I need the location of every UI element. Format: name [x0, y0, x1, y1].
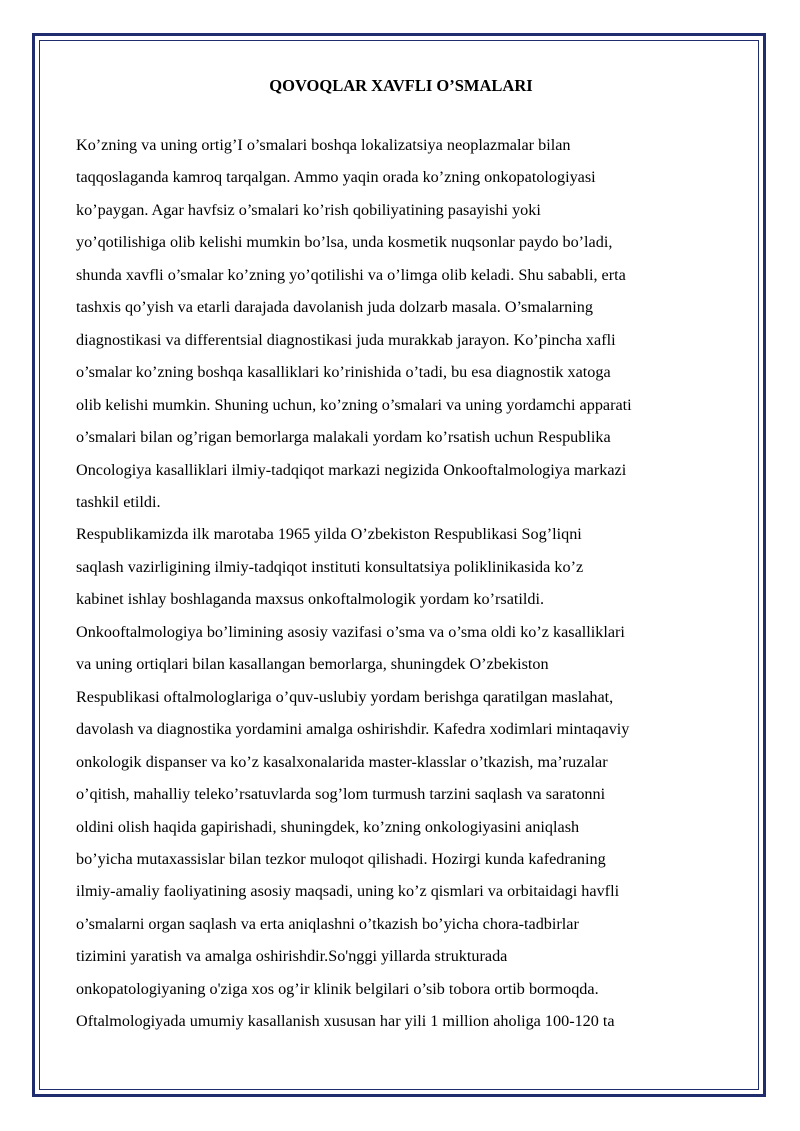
text-line: o’smalarni organ saqlash va erta aniqlashni o’tkazish bo’yicha chora-tadbirlar: [76, 914, 579, 933]
text-line: va uning ortiqlari bilan kasallangan bemorlarga, shuningdek O’zbekiston: [76, 655, 549, 674]
text-line: saqlash vazirligining ilmiy-tadqiqot instituti konsultatsiya poliklinikasida ko’z: [76, 557, 584, 576]
text-line: ilmiy-amaliy faoliyatining asosiy maqsadi, uning ko’z qismlari va orbitaidagi havfli: [76, 882, 620, 901]
text-line: Respublikasi oftalmologlariga o’quv-uslubiy yordam berishga qaratilgan maslahat,: [76, 687, 614, 706]
text-line: kabinet ishlay boshlaganda maxsus onkoftalmologik yordam ko’rsatildi.: [76, 590, 545, 609]
text-line: diagnostikasi va differentsial diagnostikasi juda murakkab jarayon. Ko’pincha xafli: [76, 330, 616, 349]
text-line: o’smalar ko’zning boshqa kasalliklari ko’rinishida o’tadi, bu esa diagnostik xatoga: [76, 363, 611, 382]
text-line: Onkooftalmologiya bo’limining asosiy vazifasi o’sma va o’sma oldi ko’z kasalliklari: [76, 622, 625, 641]
text-line: tizimini yaratish va amalga oshirishdir.So'nggi yillarda strukturada: [76, 947, 508, 966]
text-line: Oftalmologiyada umumiy kasallanish xususan har yili 1 million aholiga 100-120 ta: [76, 1012, 615, 1031]
text-line: onkologik dispanser va ko’z kasalxonalarida master-klasslar o’tkazish, ma’ruzalar: [76, 752, 608, 771]
text-line: taqqoslaganda kamroq tarqalgan. Ammo yaqin orada ko’zning onkopatologiyasi: [76, 168, 596, 187]
text-line: tashkil etildi.: [76, 492, 161, 511]
document-title: QOVOQLAR XAVFLI O’SMALARI: [269, 76, 533, 95]
text-line: davolash va diagnostika yordamini amalga oshirishdir. Kafedra xodimlari mintaqaviy: [76, 720, 630, 739]
text-line: ko’paygan. Agar havfsiz o’smalari ko’rish qobiliyatining pasayishi yoki: [76, 200, 541, 219]
text-line: yo’qotilishiga olib kelishi mumkin bo’lsa, unda kosmetik nuqsonlar paydo bo’ladi,: [76, 233, 613, 252]
text-line: bo’yicha mutaxassislar bilan tezkor muloqot qilishadi. Hozirgi kunda kafedraning: [76, 849, 606, 868]
text-line: shunda xavfli o’smalar ko’zning yo’qotilishi va o’limga olib keladi. Shu sababli, erta: [76, 265, 626, 284]
text-line: o’qitish, mahalliy teleko’rsatuvlarda sog’lom turmush tarzini saqlash va saratonni: [76, 785, 606, 804]
document-body: [76, 74, 726, 1038]
text-line: olib kelishi mumkin. Shuning uchun, ko’zning o’smalari va uning yordamchi apparati: [76, 395, 632, 414]
text-line: tashxis qo’yish va etarli darajada davolanish juda dolzarb masala. O’smalarning: [76, 298, 593, 317]
text-line: o’smalari bilan og’rigan bemorlarga malakali yordam ko’rsatish uchun Respublika: [76, 428, 611, 447]
text-line: onkopatologiyaning o'ziga xos og’ir klinik belgilari o’sib tobora ortib bormoqda.: [76, 979, 599, 998]
text-line: Respublikamizda ilk marotaba 1965 yilda O’zbekiston Respublikasi Sog’liqni: [76, 525, 582, 544]
text-line: oldini olish haqida gapirishadi, shuningdek, ko’zning onkologiyasini aniqlash: [76, 817, 580, 836]
text-line: Oncologiya kasalliklari ilmiy-tadqiqot markazi negizida Onkooftalmologiya markazi: [76, 460, 627, 479]
text-line: Ko’zning va uning ortig’I o’smalari boshqa lokalizatsiya neoplazmalar bilan: [76, 136, 571, 154]
document-text: [76, 129, 726, 1038]
